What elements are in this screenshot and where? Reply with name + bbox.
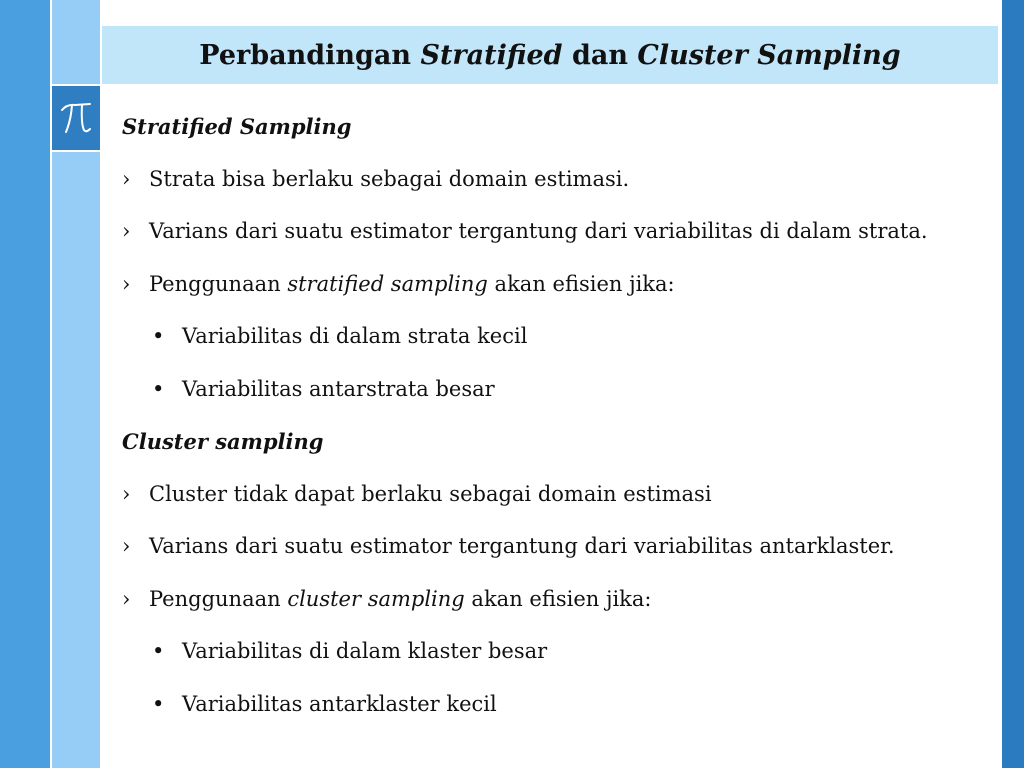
slide-content (122, 100, 990, 730)
chevron-bullet: › (122, 271, 131, 296)
strip-divider (50, 150, 102, 152)
pi-icon (59, 98, 93, 138)
dot-bullet: • (152, 691, 165, 716)
right-accent-bar (1002, 0, 1024, 768)
sub-list-item: • Variabilitas antarklaster kecil (152, 691, 497, 716)
chevron-bullet: › (122, 586, 131, 611)
sub-list-item: • Variabilitas di dalam klaster besar (152, 639, 548, 664)
list-item: › Varians dari suatu estimator tergantung dari variabilitas antarklaster. (122, 534, 895, 559)
sub-list-item: • Variabilitas antarstrata besar (152, 376, 495, 401)
title-band (102, 26, 998, 84)
sub-list-item: • Variabilitas di dalam strata kecil (152, 324, 528, 349)
section-heading-stratified: Stratified Sampling (122, 113, 352, 139)
list-item: › Strata bisa berlaku sebagai domain estimasi. (122, 166, 630, 191)
left-accent-bar (0, 0, 50, 768)
dot-bullet: • (152, 639, 165, 664)
list-item: › Penggunaan stratified sampling akan efisien jika: (122, 271, 675, 296)
list-item: › Cluster tidak dapat berlaku sebagai domain estimasi (122, 481, 712, 506)
dot-bullet: • (152, 376, 165, 401)
chevron-bullet: › (122, 219, 131, 244)
chevron-bullet: › (122, 534, 131, 559)
section-heading-cluster: Cluster sampling (122, 428, 324, 454)
chevron-bullet: › (122, 166, 131, 191)
list-item: › Penggunaan cluster sampling akan efisien jika: (122, 586, 652, 611)
pi-icon-box (52, 86, 100, 150)
dot-bullet: • (152, 324, 165, 349)
slide-title: Perbandingan Stratified dan Cluster Sampling (199, 39, 901, 71)
chevron-bullet: › (122, 481, 131, 506)
list-item: › Varians dari suatu estimator tergantung dari variabilitas di dalam strata. (122, 219, 928, 244)
